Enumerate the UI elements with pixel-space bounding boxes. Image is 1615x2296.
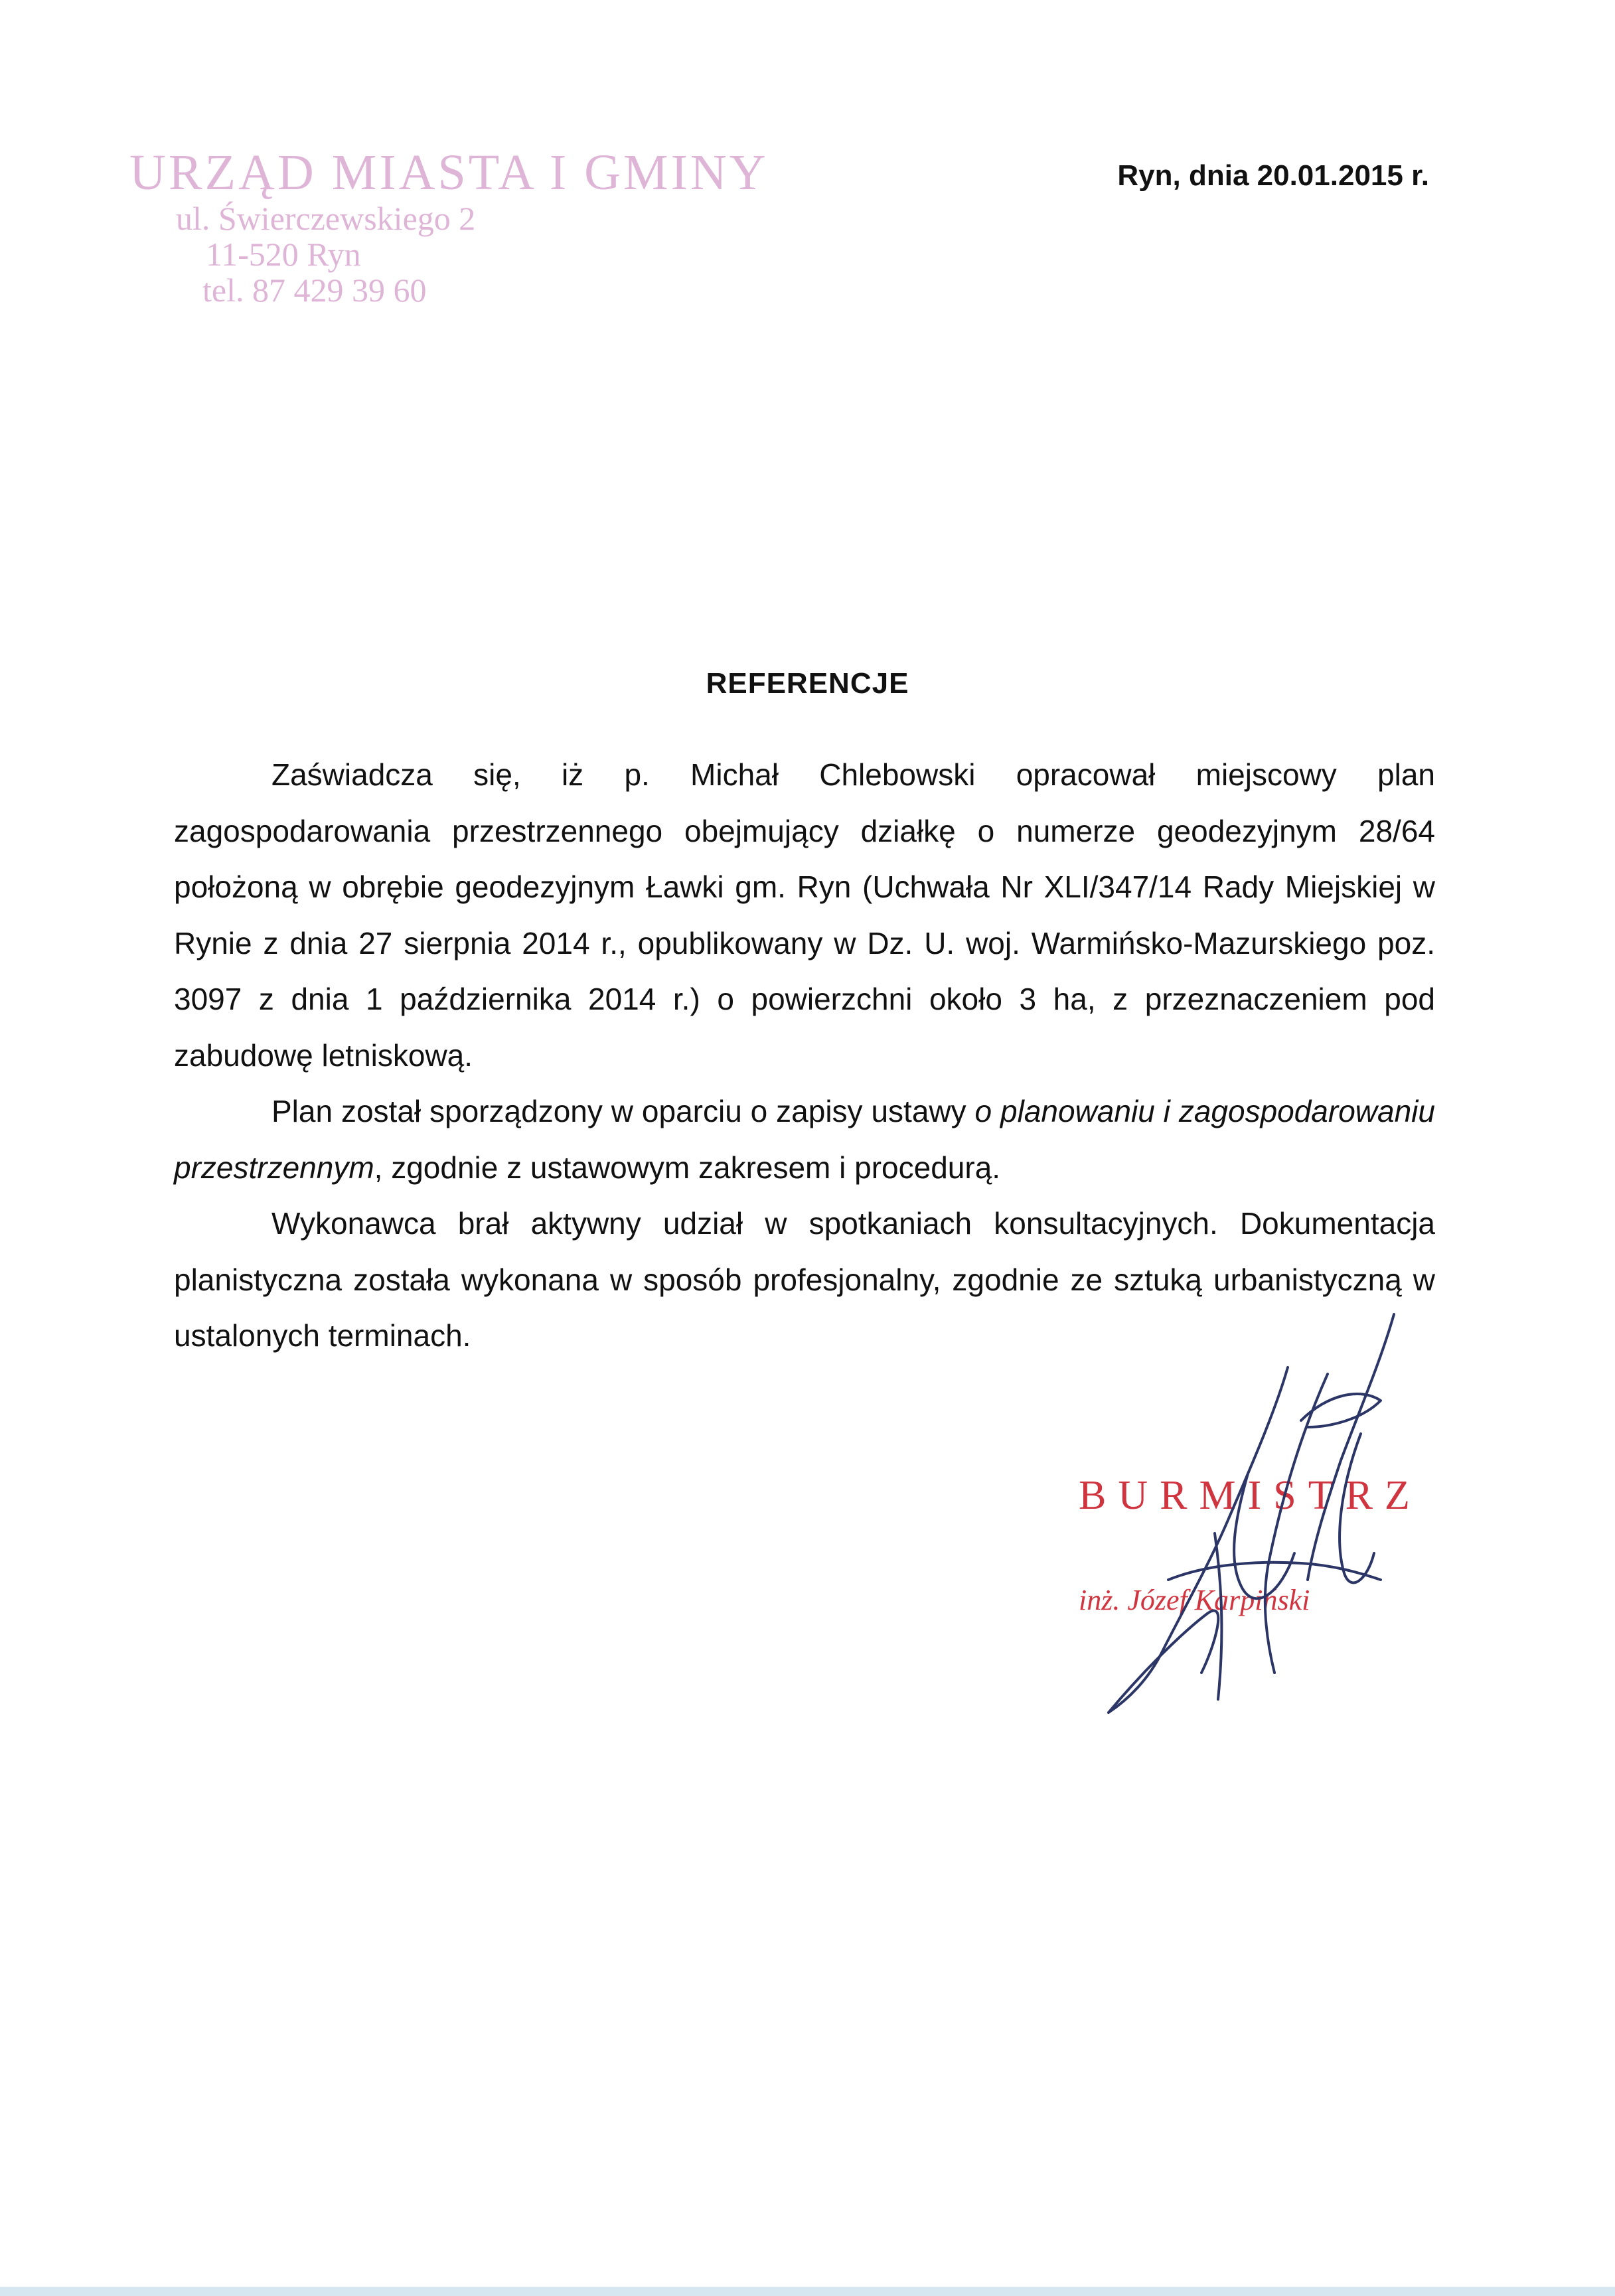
- stamp-line-1: URZĄD MIASTA I GMINY: [129, 145, 769, 200]
- paragraph-2: [174, 1083, 1435, 1195]
- paragraph-1: Zaświadcza się, iż p. Michał Chlebowski opracował miejscowy plan zagospodarowania przestrzennego obejmujący działkę o numerze geodezyjnym 28/64 położoną w obrębie geodezyjnym Ławki gm. Ryn (Uchwała Nr XLI/347/14 Rady Miejskiej w Rynie z dnia 27 sierpnia 2014 r., opublikowany w Dz. U. woj. Warmińsko-Mazurskiego poz. 3097 z dnia 1 października 2014 r.) o powierzchni około 3 ha, z przeznaczeniem pod zabudowę letniskową.: [174, 757, 1435, 1073]
- stamp-line-4: tel. 87 429 39 60: [202, 271, 427, 309]
- document-body: [174, 747, 1435, 1364]
- document-date: Ryn, dnia 20.01.2015 r.: [1117, 159, 1429, 192]
- handwritten-signature: [1049, 1301, 1421, 1739]
- paragraph-3: Wykonawca brał aktywny udział w spotkaniach konsultacyjnych. Dokumentacja planistyczna została wykonana w sposób profesjonalny, zgodnie ze sztuką urbanistyczną w ustalonych terminach.: [174, 1206, 1435, 1353]
- paragraph-2-after: , zgodnie z ustawowym zakresem i procedurą.: [374, 1150, 1001, 1185]
- paragraph-2-before: Plan został sporządzony w oparciu o zapisy ustawy: [271, 1094, 975, 1128]
- stamp-line-3: 11-520 Ryn: [206, 236, 361, 273]
- signatory-name: inż. Józef Karpiński: [1079, 1584, 1310, 1616]
- scan-edge: [0, 2287, 1615, 2296]
- document-title: REFERENCJE: [706, 667, 909, 700]
- signatory-title: BURMISTRZ: [1079, 1473, 1422, 1518]
- law-title: o planowaniu i zagospodarowaniu przestrzennym: [174, 1094, 1435, 1185]
- office-stamp: [129, 145, 769, 309]
- stamp-line-2: ul. Świerczewskiego 2: [176, 200, 476, 237]
